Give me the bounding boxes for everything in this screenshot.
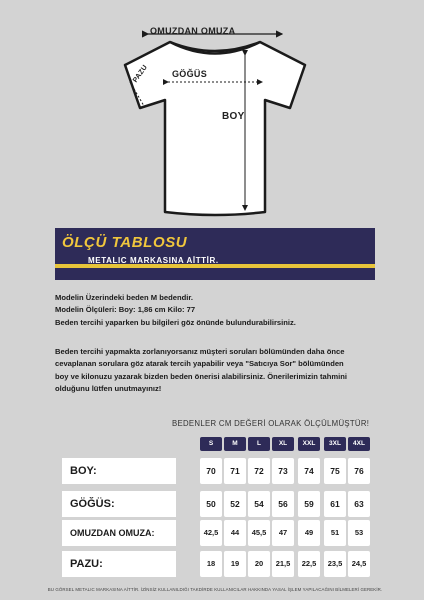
paragraph-line: olduğunu lütfen unutmayınız! <box>55 383 162 393</box>
size-advice-paragraph <box>55 346 375 395</box>
row-label-pazu: PAZU: <box>62 551 176 577</box>
shoulder-label: OMUZDAN OMUZA <box>150 26 236 36</box>
table-cell: 70 <box>200 458 222 484</box>
banner-subtitle: METALIC MARKASINA AİTTİR. <box>88 256 219 265</box>
table-cell: 22,5 <box>298 551 320 577</box>
model-info <box>55 292 375 329</box>
table-cell: 53 <box>348 520 370 546</box>
table-cell: 54 <box>248 491 270 517</box>
table-cell: 59 <box>298 491 320 517</box>
table-cell: 50 <box>200 491 222 517</box>
table-cell: 47 <box>272 520 294 546</box>
table-cell: 71 <box>224 458 246 484</box>
paragraph-line: Beden tercihi yapmakta zorlanıyorsanız müşteri soruları bölümünden daha önce <box>55 347 345 356</box>
size-header-3xl: 3XL <box>324 437 346 451</box>
table-cell: 19 <box>224 551 246 577</box>
table-cell: 51 <box>324 520 346 546</box>
table-cell: 76 <box>348 458 370 484</box>
table-cell: 61 <box>324 491 346 517</box>
table-cell: 24,5 <box>348 551 370 577</box>
paragraph-line: boy ve kilonuzu yazarak bizden beden önerisi alabilirsiniz. Önerilerimizin tahmini <box>55 371 348 381</box>
table-cell: 44 <box>224 520 246 546</box>
table-cell: 21,5 <box>272 551 294 577</box>
copyright-footer: BU GÖRSEL METALIC MARKASINA AİTTİR. İZİNSİZ KULLANILDIĞI TAKDİRDE KULLANICILAR HAKKINDA YASAL İŞLEM YAPILACAĞINI BİLMELERİ GEREKİR. <box>47 587 383 592</box>
table-cell: 20 <box>248 551 270 577</box>
table-cell: 42,5 <box>200 520 222 546</box>
row-label-omuzdan-omuza: OMUZDAN OMUZA: <box>62 520 176 546</box>
chest-label: GÖĞÜS <box>172 69 208 79</box>
size-header-l: L <box>248 437 270 451</box>
size-header-xl: XL <box>272 437 294 451</box>
row-label-boy: BOY: <box>62 458 176 484</box>
banner-title: ÖLÇÜ TABLOSU <box>62 234 188 251</box>
length-label: BOY <box>222 111 245 122</box>
tshirt-outline-icon <box>100 20 330 220</box>
table-cell: 63 <box>348 491 370 517</box>
table-cell: 74 <box>298 458 320 484</box>
table-cell: 72 <box>248 458 270 484</box>
row-label-gogus: GÖĞÜS: <box>62 491 176 517</box>
info-line: Modelin Üzerindeki beden M bedendir. <box>55 293 193 302</box>
table-cell: 23,5 <box>324 551 346 577</box>
size-header-s: S <box>200 437 222 451</box>
info-line: Modelin Ölçüleri: Boy: 1,86 cm Kilo: 77 <box>55 305 196 315</box>
size-table-title: BEDENLER CM DEĞERİ OLARAK ÖLÇÜLMÜŞTÜR! <box>172 419 370 428</box>
table-cell: 18 <box>200 551 222 577</box>
sleeve-label: PAZU <box>132 63 150 85</box>
info-line: Beden tercihi yaparken bu bilgileri göz önünde bulundurabilirsiniz. <box>55 317 296 327</box>
paragraph-line: cevaplanan sorulara göz atarak tercih yapabilir veya "Satıcıya Sor" bölümünden <box>55 359 344 369</box>
table-cell: 56 <box>272 491 294 517</box>
size-header-4xl: 4XL <box>348 437 370 451</box>
size-header-xxl: XXL <box>298 437 320 451</box>
size-header-m: M <box>224 437 246 451</box>
tshirt-diagram <box>100 20 330 220</box>
table-cell: 49 <box>298 520 320 546</box>
table-cell: 45,5 <box>248 520 270 546</box>
table-cell: 75 <box>324 458 346 484</box>
table-cell: 52 <box>224 491 246 517</box>
table-cell: 73 <box>272 458 294 484</box>
